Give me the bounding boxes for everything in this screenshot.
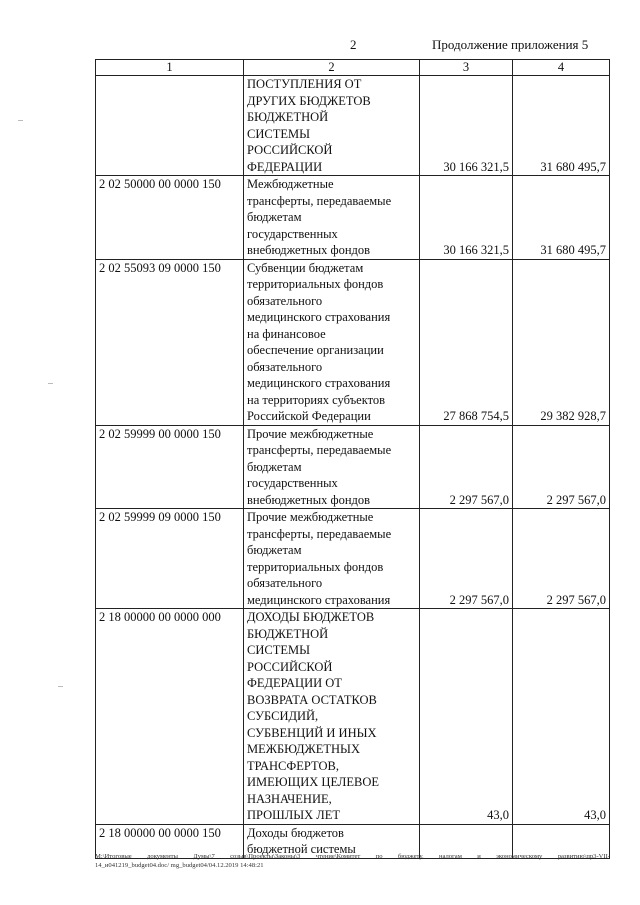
income-name-line: ВОЗВРАТА ОСТАТКОВ [247,692,377,707]
amount-col3-cell: 2 297 567,0 [420,509,513,609]
income-name-line: бюджетной системы [247,842,356,856]
income-name-line: обязательного [247,576,323,590]
column-number: 3 [420,60,513,76]
income-name-line: ДОХОДЫ БЮДЖЕТОВ [247,610,375,624]
amount-col3-cell: 30 166 321,5 [420,76,513,176]
column-number: 1 [96,60,244,76]
income-name-line: внебюджетных фондов [247,243,371,257]
income-name-line: ТРАНСФЕРТОВ, [247,758,339,773]
income-name-line: Субвенции бюджетам [247,260,364,275]
column-number: 4 [513,60,610,76]
income-name-line: внебюджетных фондов [247,492,371,507]
scan-margin-mark [58,686,63,687]
income-name-line: МЕЖБЮДЖЕТНЫХ [247,742,360,756]
income-name-cell [244,259,420,425]
income-name-line: трансферты, передаваемые [247,193,392,208]
budget-code-cell: 2 02 59999 00 0000 150 [96,425,244,509]
table-row [96,176,610,260]
budget-code-cell: 2 18 00000 00 0000 150 [96,824,244,858]
income-name-cell [244,509,420,609]
table-row [96,425,610,509]
amount-col3-cell: 27 868 754,5 [420,259,513,425]
table-row [96,259,610,425]
amount-col3-cell: 2 297 567,0 [420,425,513,509]
budget-code-cell: 2 02 50000 00 0000 150 [96,176,244,260]
income-name-cell [244,425,420,509]
income-name-line: на финансовое [247,326,326,341]
income-name-line: СИСТЕМЫ [247,126,310,141]
income-name-line: бюджетам [247,210,302,224]
income-name-line: медицинского страхования [247,592,391,607]
income-name-line: СИСТЕМЫ [247,643,310,657]
income-name-line: государственных [247,476,338,490]
budget-code-cell: 2 02 59999 09 0000 150 [96,509,244,609]
income-name-cell [244,176,420,260]
income-name-line: РОССИЙСКОЙ [247,143,333,157]
amount-col3-cell: 30 166 321,5 [420,176,513,260]
scan-margin-mark [18,120,23,121]
income-name-line: государственных [247,226,338,241]
income-name-line: ДРУГИХ БЮДЖЕТОВ [247,93,371,108]
income-name-line: трансферты, передаваемые [247,526,392,541]
budget-code-cell [96,76,244,176]
income-name-line: Доходы бюджетов [247,825,344,840]
income-name-line: обязательного [247,359,323,374]
table-row [96,609,610,825]
amount-col4-cell: 29 382 928,7 [513,259,610,425]
income-name-line: ПОСТУПЛЕНИЯ ОТ [247,77,362,91]
amount-col4-cell: 43,0 [513,609,610,825]
income-name-line: Межбюджетные [247,177,334,191]
amount-col3-cell: 43,0 [420,609,513,825]
appendix-continuation-label: Продолжение приложения 5 [432,37,589,52]
file-path-footer [95,852,610,870]
column-number: 2 [244,60,420,76]
income-name-line: территориальных фондов [247,277,384,291]
footer-file-line: 14_и041219_budget04.doc/ mg_budget04/04.12.2019 14:48:21 [95,862,264,869]
income-name-line: НАЗНАЧЕНИЕ, [247,791,332,806]
column-number-row [96,60,610,76]
income-name-line: ФЕДЕРАЦИИ ОТ [247,676,342,690]
table-row [96,509,610,609]
amount-col4-cell: 2 297 567,0 [513,509,610,609]
income-name-line: ИМЕЮЩИХ ЦЕЛЕВОЕ [247,775,380,789]
income-name-line: РОССИЙСКОЙ [247,659,333,674]
income-name-line: обязательного [247,293,323,308]
income-name-line: БЮДЖЕТНОЙ [247,626,329,641]
income-name-cell [244,76,420,176]
income-name-line: СУБВЕНЦИЙ И ИНЫХ [247,725,377,740]
scan-margin-mark [48,383,53,384]
amount-col4-cell: 31 680 495,7 [513,76,610,176]
income-name-line: Российской Федерации [247,409,371,423]
income-name-line: территориальных фондов [247,559,384,574]
footer-path-line: M:\Итоговые документы Думы\7 созыв\Проекты\Законы\3 чтение\Комитет по бюджету, налогам и экономическому развитию\пр3-VII- [95,853,610,860]
income-name-line: СУБСИДИЙ, [247,709,319,723]
income-name-line: Прочие межбюджетные [247,426,374,441]
budget-table [95,59,610,859]
budget-code-cell: 2 02 55093 09 0000 150 [96,259,244,425]
income-name-line: БЮДЖЕТНОЙ [247,110,329,124]
table-row [96,76,610,176]
budget-code-cell: 2 18 00000 00 0000 000 [96,609,244,825]
income-name-line: Прочие межбюджетные [247,510,374,524]
page-number: 2 [350,37,357,52]
income-name-line: медицинского страхования [247,376,391,390]
amount-col4-cell: 2 297 567,0 [513,425,610,509]
income-name-line: трансферты, передаваемые [247,443,392,457]
income-name-line: бюджетам [247,543,302,557]
income-name-cell [244,609,420,825]
income-name-line: бюджетам [247,459,302,474]
income-name-line: ПРОШЛЫХ ЛЕТ [247,808,341,822]
income-name-line: обеспечение организации [247,343,384,357]
income-name-line: на территориях субъектов [247,392,386,407]
income-name-line: медицинского страхования [247,310,391,324]
income-name-line: ФЕДЕРАЦИИ [247,159,323,174]
amount-col4-cell: 31 680 495,7 [513,176,610,260]
